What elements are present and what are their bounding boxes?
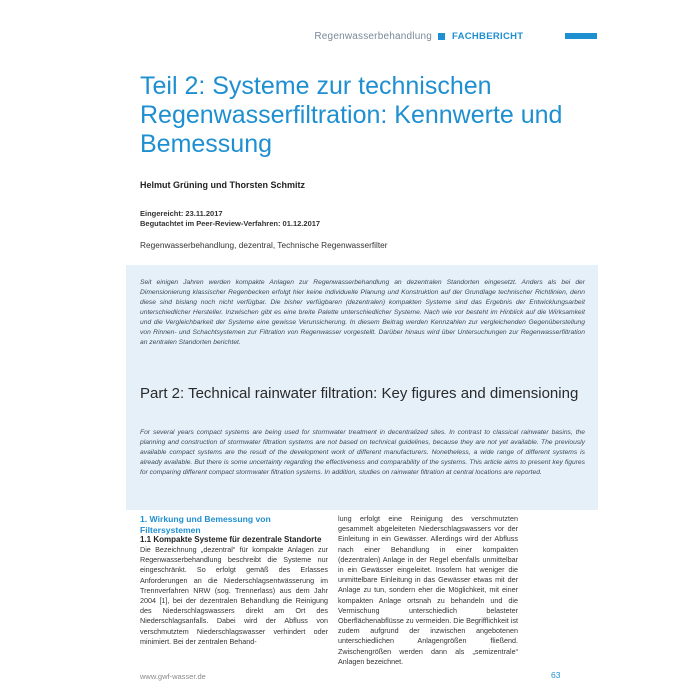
- subsection-heading: 1.1 Kompakte Systeme für dezentrale Standorte: [140, 535, 322, 544]
- page-number: 63: [551, 670, 561, 680]
- body-column-left: [140, 514, 328, 647]
- running-header: [0, 31, 700, 45]
- section-heading: 1. Wirkung und Bemessung von Filtersystemen: [140, 514, 271, 535]
- keywords: Regenwasserbehandlung, dezentral, Technische Regenwasserfilter: [140, 240, 388, 250]
- header-square-marker: [438, 33, 445, 40]
- header-accent-bar: [565, 33, 597, 39]
- footer-url: www.gwf-wasser.de: [140, 672, 206, 681]
- peer-review-date: Begutachtet im Peer-Review-Verfahren: 01.12.2017: [140, 219, 321, 228]
- abstract-english: For several years compact systems are being used for stormwater treatment in decentralized sites. In contrast to classical rainwater basins, the planning and construction of stormwater filtration systems are not based on technical guidelines, because they are not yet available. The previously available compact systems are the result of the development work of different manufacturers. Nonetheless, a wide range of different systems is already available. But there is some uncertainty regarding the effectiveness and comparability of the systems. This article aims to present key figures for comparing different compact stormwater filtration systems. In addition, studies on rainwater filtration at central locations are reported.: [140, 429, 585, 476]
- header-section: Regenwasserbehandlung: [314, 31, 432, 42]
- header-tag: FACHBERICHT: [452, 31, 524, 42]
- authors: Helmut Grüning und Thorsten Schmitz: [140, 180, 305, 190]
- body-text-left: Die Bezeichnung „dezentral“ für kompakte Anlagen zur Regenwasserbehandlung beschreibt die Systeme nur eingeschränkt. So erfolgt gemäß des Erlasses Anforderungen an die Niederschlagsentwässerung im Trennverfahren NRW (sog. Trennerlass) aus dem Jahr 2004 [1], bei der dezentralen Behandlung die Reinigung des Niederschlagswassers direkt am Ort des Niederschlagsanfalls. Dabei wird der Abfluss von verschmutztem Niederschlagswasser verhindert oder minimiert. Bei der zentralen Behand-: [140, 545, 328, 646]
- body-column-right: [338, 514, 518, 667]
- submission-info: [140, 209, 320, 229]
- received-date: Eingereicht: 23.11.2017: [140, 209, 223, 218]
- english-title: Part 2: Technical rainwater filtration: Key figures and dimensioning: [140, 385, 579, 402]
- abstract-german: Seit einigen Jahren werden kompakte Anlagen zur Regenwasserbehandlung an dezentralen Standorten eingesetzt. Anders als bei der Dimensionierung klassischer Regenbecken erfolgt hier keine individuelle Planung und Konstruktion auf der Grundlage technischer Richtlinien, denn diese sind bislang noch nicht verfügbar. Die bisher verfügbaren (dezentralen) kompakten Systeme sind das Ergebnis der Entwicklungsarbeit unterschiedlicher Hersteller. Inzwischen gibt es eine breite Palette unterschiedlicher Systeme. Nach wie vor besteht im Hinblick auf die Wirksamkeit und die Vergleichbarkeit der Systeme eine gewisse Verunsicherung. In diesem Beitrag werden Kennzahlen zur vergleichenden Gegenüberstellung von Rinnen- und Schachtsystemen zur Filtration von Regenwasser vorgestellt. Darüber hinaus wird über Untersuchungen zur Regenwasserfiltration an zentralen Standorten berichtet.: [140, 279, 585, 346]
- article-title: Teil 2: Systeme zur technischen Regenwasserfiltration: Kennwerte und Bemessung: [140, 72, 563, 158]
- body-text-right: lung erfolgt eine Reinigung des verschmutzten gesammelt abgeleiteten Niederschlagswassers vor der Einleitung in ein Gewässer. Allerdings wird der Abfluss nach einer Behandlung in einer kompakten (dezentralen) Anlage in der Regel ebenfalls unmittelbar in ein Gewässer eingeleitet. Insofern hat weniger die unmittelbare Einleitung in das Gewässer etwas mit der Anlage zu tun, sondern eher die Möglichkeit, mit einer kompakten Anlage ortsnah zu behandeln und die Vermischung unterschiedlich belasteter Oberflächenabflüsse zu vermeiden. Die Begrifflichkeit ist zudem aufgrund der inzwischen angebotenen unterschiedlichen Anlagengrößen fließend. Zwischengrößen werden dann als „semizentrale“ Anlagen bezeichnet.: [338, 514, 518, 666]
